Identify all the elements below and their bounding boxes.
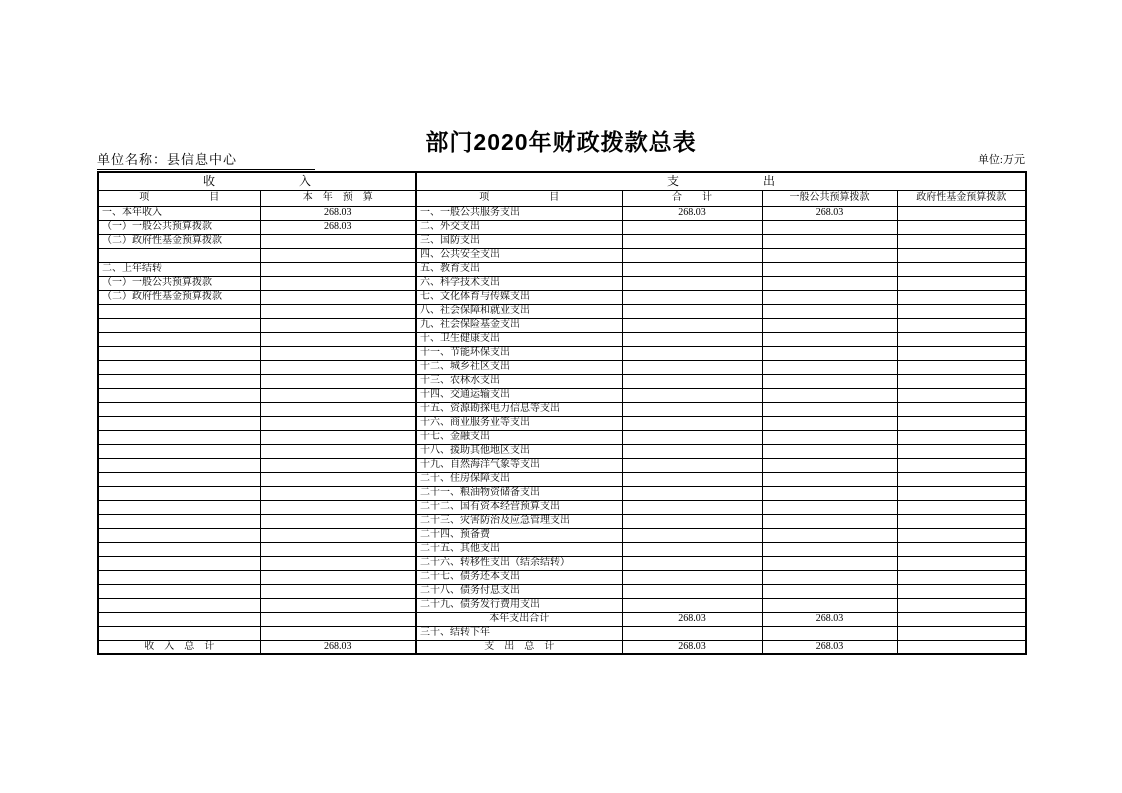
income-item-cell [98, 374, 260, 388]
exp-item-cell: 五、教育支出 [416, 262, 622, 276]
gov-fund-cell [897, 444, 1026, 458]
exp-item-cell: 六、科学技术支出 [416, 276, 622, 290]
table-row [98, 276, 1026, 290]
total-cell [622, 220, 762, 234]
income-value-cell: 268.03 [260, 220, 416, 234]
income-item-cell [98, 598, 260, 612]
income-item-cell [98, 570, 260, 584]
income-value-cell [260, 402, 416, 416]
general-public-cell [762, 598, 897, 612]
total-cell [622, 570, 762, 584]
page-title: 部门2020年财政拨款总表 [425, 129, 697, 155]
general-public-cell [762, 290, 897, 304]
gov-fund-cell [897, 374, 1026, 388]
gov-fund-cell [897, 640, 1026, 654]
income-value-cell [260, 556, 416, 570]
gov-fund-cell [897, 528, 1026, 542]
income-value-cell [260, 500, 416, 514]
general-public-cell [762, 318, 897, 332]
total-cell: 268.03 [622, 612, 762, 626]
income-value-cell [260, 276, 416, 290]
general-public-cell [762, 220, 897, 234]
exp-item-cell: 十九、自然海洋气象等支出 [416, 458, 622, 472]
general-public-cell [762, 472, 897, 486]
table-row [98, 248, 1026, 262]
total-cell [622, 290, 762, 304]
income-item-cell [98, 556, 260, 570]
income-item-cell [98, 612, 260, 626]
exp-item-cell: 本年支出合计 [416, 612, 622, 626]
table-row [98, 262, 1026, 276]
income-value-cell [260, 332, 416, 346]
income-item-cell [98, 430, 260, 444]
unit-name-label: 单位名称：县信息中心 [97, 149, 315, 170]
total-cell [622, 500, 762, 514]
table-row [98, 402, 1026, 416]
income-value-cell [260, 430, 416, 444]
total-cell [622, 234, 762, 248]
general-public-cell [762, 262, 897, 276]
income-value-cell [260, 612, 416, 626]
total-cell [622, 332, 762, 346]
exp-item-cell: 四、公共安全支出 [416, 248, 622, 262]
income-item-cell: （二）政府性基金预算拨款 [98, 234, 260, 248]
exp-item-cell: 二十三、灾害防治及应急管理支出 [416, 514, 622, 528]
table-row [98, 416, 1026, 430]
income-value-cell [260, 542, 416, 556]
general-public-cell [762, 570, 897, 584]
gov-fund-cell [897, 388, 1026, 402]
table-row [98, 234, 1026, 248]
exp-item-cell: 八、社会保障和就业支出 [416, 304, 622, 318]
gov-fund-cell [897, 360, 1026, 374]
general-public-cell [762, 528, 897, 542]
gov-fund-cell [897, 290, 1026, 304]
gov-fund-cell [897, 416, 1026, 430]
income-item-cell [98, 346, 260, 360]
col-header-general-public: 一般公共预算拨款 [762, 190, 897, 206]
total-cell [622, 318, 762, 332]
general-public-cell [762, 388, 897, 402]
exp-item-cell: 十五、资源勘探电力信息等支出 [416, 402, 622, 416]
income-item-cell [98, 528, 260, 542]
income-value-cell [260, 262, 416, 276]
general-public-cell: 268.03 [762, 612, 897, 626]
income-item-cell [98, 318, 260, 332]
table-row [98, 388, 1026, 402]
total-cell [622, 486, 762, 500]
gov-fund-cell [897, 234, 1026, 248]
income-item-cell [98, 402, 260, 416]
gov-fund-cell [897, 276, 1026, 290]
income-value-cell [260, 374, 416, 388]
general-public-cell [762, 248, 897, 262]
gov-fund-cell [897, 430, 1026, 444]
total-cell [622, 626, 762, 640]
income-item-cell [98, 304, 260, 318]
general-public-cell [762, 444, 897, 458]
income-value-cell [260, 360, 416, 374]
table-row [98, 318, 1026, 332]
general-public-cell [762, 276, 897, 290]
income-value-cell: 268.03 [260, 640, 416, 654]
table-row [98, 584, 1026, 598]
table-row [98, 626, 1026, 640]
exp-item-cell: 十二、城乡社区支出 [416, 360, 622, 374]
income-value-cell [260, 234, 416, 248]
table-row [98, 612, 1026, 626]
gov-fund-cell [897, 332, 1026, 346]
exp-item-cell: 十三、农林水支出 [416, 374, 622, 388]
gov-fund-cell [897, 570, 1026, 584]
gov-fund-cell [897, 318, 1026, 332]
table-row [98, 430, 1026, 444]
general-public-cell [762, 416, 897, 430]
table-row [98, 444, 1026, 458]
general-public-cell [762, 556, 897, 570]
income-item-cell: （一）一般公共预算拨款 [98, 220, 260, 234]
income-item-cell [98, 626, 260, 640]
total-cell [622, 598, 762, 612]
col-header-total: 合 计 [622, 190, 762, 206]
table-row [98, 332, 1026, 346]
gov-fund-cell [897, 626, 1026, 640]
total-cell [622, 276, 762, 290]
exp-item-cell: 十八、援助其他地区支出 [416, 444, 622, 458]
gov-fund-cell [897, 248, 1026, 262]
gov-fund-cell [897, 514, 1026, 528]
income-item-cell: 收 入 总 计 [98, 640, 260, 654]
general-public-cell: 268.03 [762, 206, 897, 220]
income-item-cell: 二、上年结转 [98, 262, 260, 276]
exp-item-cell: 二十六、转移性支出（结余结转） [416, 556, 622, 570]
exp-item-cell: 九、社会保险基金支出 [416, 318, 622, 332]
total-cell [622, 360, 762, 374]
exp-item-cell: 七、文化体育与传媒支出 [416, 290, 622, 304]
exp-item-cell: 十六、商业服务业等支出 [416, 416, 622, 430]
income-value-cell [260, 514, 416, 528]
general-public-cell [762, 500, 897, 514]
total-cell [622, 248, 762, 262]
gov-fund-cell [897, 220, 1026, 234]
income-item-cell [98, 360, 260, 374]
total-cell [622, 458, 762, 472]
budget-table [97, 171, 1027, 655]
table-row [98, 514, 1026, 528]
total-cell [622, 388, 762, 402]
income-item-cell [98, 248, 260, 262]
income-value-cell [260, 598, 416, 612]
table-row [98, 304, 1026, 318]
total-cell [622, 430, 762, 444]
section-header-row [98, 172, 1026, 190]
table-row [98, 472, 1026, 486]
income-value-cell [260, 416, 416, 430]
income-item-cell [98, 332, 260, 346]
income-value-cell [260, 290, 416, 304]
exp-item-cell: 二十五、其他支出 [416, 542, 622, 556]
income-item-cell [98, 458, 260, 472]
gov-fund-cell [897, 612, 1026, 626]
income-item-cell [98, 500, 260, 514]
gov-fund-cell [897, 556, 1026, 570]
general-public-cell [762, 360, 897, 374]
exp-item-cell: 二、外交支出 [416, 220, 622, 234]
total-cell [622, 262, 762, 276]
income-item-cell [98, 542, 260, 556]
exp-item-cell: 十四、交通运输支出 [416, 388, 622, 402]
exp-item-cell: 二十、住房保障支出 [416, 472, 622, 486]
unit-of-measure-label: 单位:万元 [977, 154, 1025, 166]
income-value-cell [260, 388, 416, 402]
total-cell [622, 542, 762, 556]
general-public-cell [762, 234, 897, 248]
exp-item-cell: 二十四、预备费 [416, 528, 622, 542]
exp-item-cell: 支 出 总 计 [416, 640, 622, 654]
general-public-cell [762, 458, 897, 472]
general-public-cell [762, 626, 897, 640]
table-row [98, 458, 1026, 472]
table-row [98, 598, 1026, 612]
gov-fund-cell [897, 486, 1026, 500]
gov-fund-cell [897, 458, 1026, 472]
table-row [98, 570, 1026, 584]
exp-item-cell: 二十七、债务还本支出 [416, 570, 622, 584]
income-item-cell [98, 514, 260, 528]
total-cell [622, 304, 762, 318]
meta-row [97, 148, 1025, 170]
gov-fund-cell [897, 304, 1026, 318]
col-header-exp-item: 项 目 [416, 190, 622, 206]
total-cell [622, 514, 762, 528]
gov-fund-cell [897, 598, 1026, 612]
income-item-cell [98, 388, 260, 402]
table-row [98, 486, 1026, 500]
total-cell [622, 556, 762, 570]
income-value-cell [260, 444, 416, 458]
table-body [98, 206, 1026, 654]
exp-item-cell: 三、国防支出 [416, 234, 622, 248]
income-value-cell [260, 458, 416, 472]
table-row [98, 360, 1026, 374]
exp-item-cell: 三十、结转下年 [416, 626, 622, 640]
general-public-cell [762, 374, 897, 388]
table-row [98, 346, 1026, 360]
exp-item-cell: 十七、金融支出 [416, 430, 622, 444]
income-value-cell [260, 346, 416, 360]
col-header-income-budget: 本 年 预 算 [260, 190, 416, 206]
table-row [98, 206, 1026, 220]
income-value-cell [260, 584, 416, 598]
exp-item-cell: 二十八、债务付息支出 [416, 584, 622, 598]
gov-fund-cell [897, 346, 1026, 360]
income-item-cell: （一）一般公共预算拨款 [98, 276, 260, 290]
total-cell [622, 472, 762, 486]
table-row [98, 374, 1026, 388]
gov-fund-cell [897, 472, 1026, 486]
col-header-income-item: 项 目 [98, 190, 260, 206]
column-header-row [98, 190, 1026, 206]
exp-item-cell: 一、一般公共服务支出 [416, 206, 622, 220]
general-public-cell: 268.03 [762, 640, 897, 654]
exp-item-cell: 十、卫生健康支出 [416, 332, 622, 346]
general-public-cell [762, 514, 897, 528]
gov-fund-cell [897, 206, 1026, 220]
income-value-cell [260, 626, 416, 640]
income-value-cell [260, 486, 416, 500]
exp-item-cell: 二十二、国有资本经营预算支出 [416, 500, 622, 514]
general-public-cell [762, 542, 897, 556]
total-cell [622, 346, 762, 360]
general-public-cell [762, 402, 897, 416]
exp-item-cell: 十一、节能环保支出 [416, 346, 622, 360]
general-public-cell [762, 584, 897, 598]
income-item-cell [98, 584, 260, 598]
table-row [98, 220, 1026, 234]
table-row [98, 528, 1026, 542]
total-cell [622, 444, 762, 458]
exp-item-cell: 二十一、粮油物资储备支出 [416, 486, 622, 500]
income-item-cell [98, 472, 260, 486]
income-value-cell [260, 570, 416, 584]
total-cell [622, 402, 762, 416]
gov-fund-cell [897, 262, 1026, 276]
table-row [98, 542, 1026, 556]
general-public-cell [762, 332, 897, 346]
total-cell: 268.03 [622, 206, 762, 220]
total-cell [622, 416, 762, 430]
general-public-cell [762, 304, 897, 318]
table-row [98, 500, 1026, 514]
total-cell [622, 584, 762, 598]
income-value-cell [260, 304, 416, 318]
total-cell [622, 374, 762, 388]
gov-fund-cell [897, 500, 1026, 514]
income-item-cell [98, 444, 260, 458]
income-item-cell [98, 416, 260, 430]
general-public-cell [762, 486, 897, 500]
income-item-cell: 一、本年收入 [98, 206, 260, 220]
income-item-cell: （二）政府性基金预算拨款 [98, 290, 260, 304]
income-value-cell [260, 318, 416, 332]
gov-fund-cell [897, 584, 1026, 598]
total-cell: 268.03 [622, 640, 762, 654]
total-cell [622, 528, 762, 542]
general-public-cell [762, 346, 897, 360]
gov-fund-cell [897, 402, 1026, 416]
income-value-cell [260, 472, 416, 486]
table-row [98, 290, 1026, 304]
income-value-cell [260, 248, 416, 262]
income-item-cell [98, 486, 260, 500]
income-value-cell [260, 528, 416, 542]
table-row [98, 556, 1026, 570]
exp-item-cell: 二十九、债务发行费用支出 [416, 598, 622, 612]
gov-fund-cell [897, 542, 1026, 556]
col-header-gov-fund: 政府性基金预算拨款 [897, 190, 1026, 206]
income-section-header: 收 入 [98, 172, 416, 190]
income-value-cell: 268.03 [260, 206, 416, 220]
table-row [98, 640, 1026, 654]
general-public-cell [762, 430, 897, 444]
expenditure-section-header: 支 出 [416, 172, 1026, 190]
